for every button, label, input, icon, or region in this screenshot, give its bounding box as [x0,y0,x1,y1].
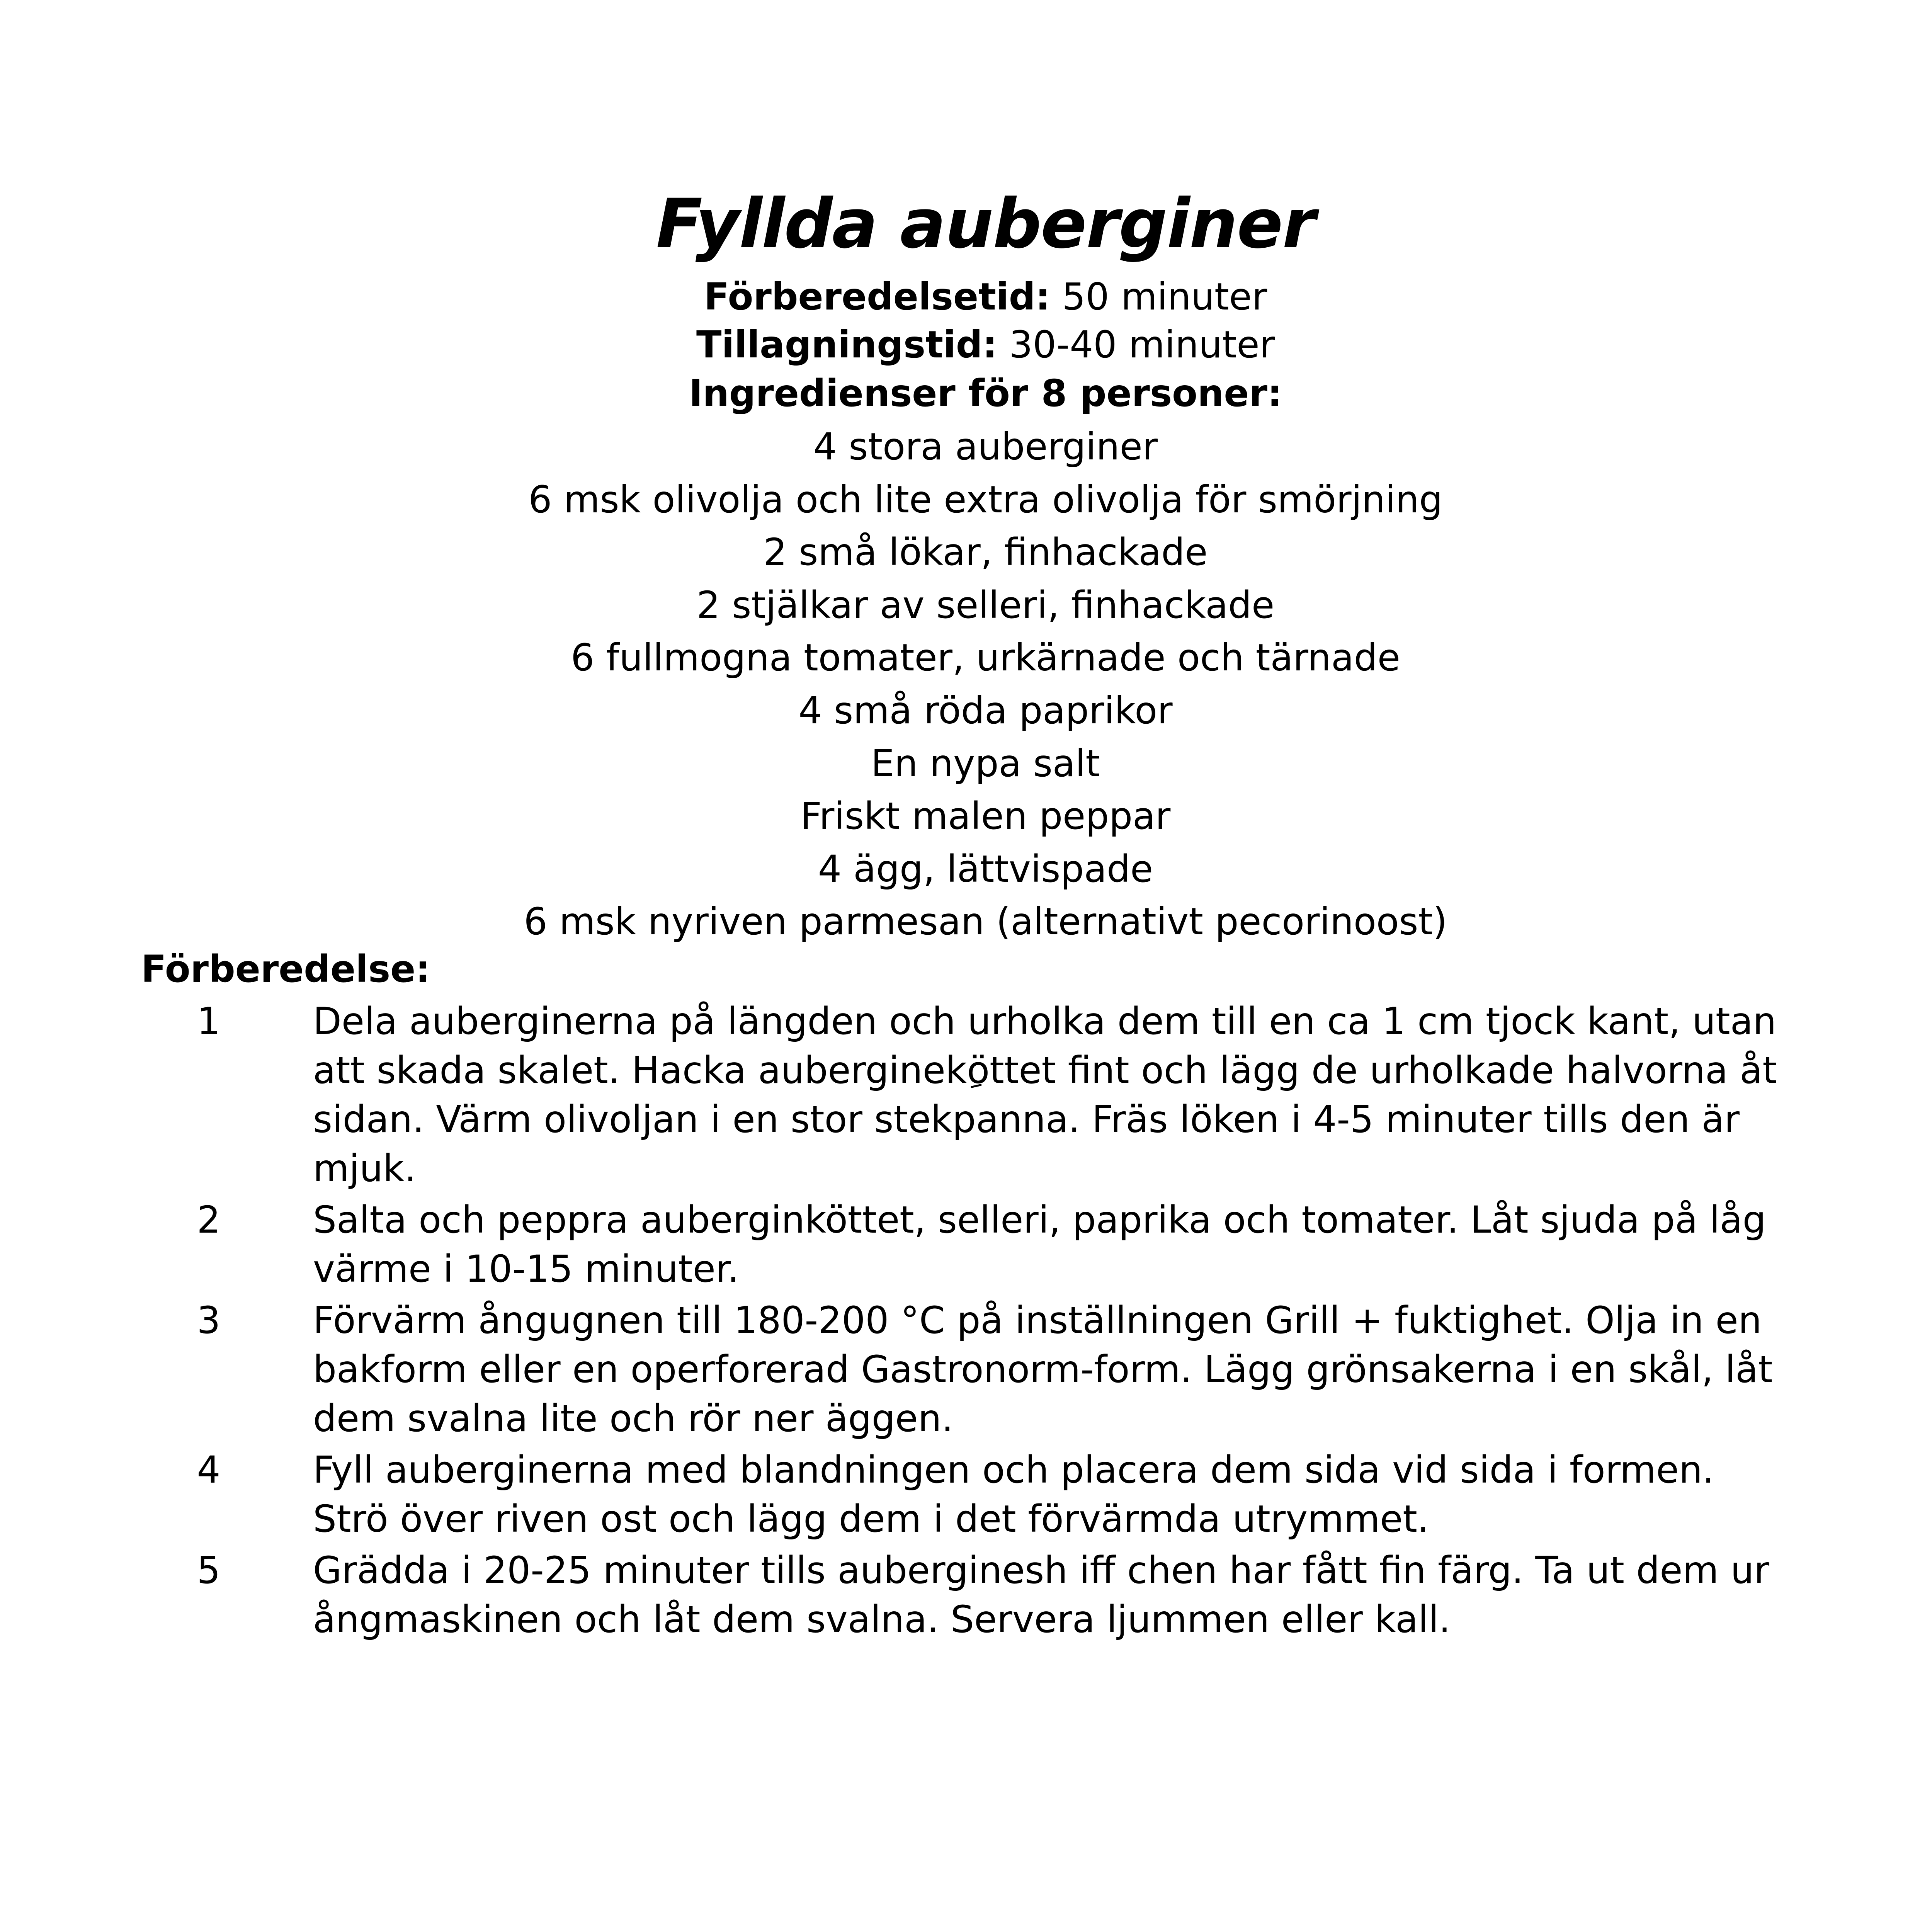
cook-time [0,318,1932,371]
ingredient-item: 6 msk olivolja och lite extra olivolja för smörjning [528,478,1443,521]
cook-time-label: Tillagningstid: [696,323,998,366]
prep-time [0,270,1932,323]
prep-time-label: Förberedelsetid: [704,275,1050,318]
prep-time-value: 50 minuter [1050,275,1267,318]
preparation-steps [0,997,1932,1646]
preparation-heading: Förberedelse: [141,947,430,991]
ingredients-list [0,420,1932,948]
ingredient-item: En nypa salt [871,742,1100,785]
step-item [0,1296,1932,1443]
step-text: Salta och peppra auberginköttet, selleri, paprika och tomater. Låt sjuda på låg värme i 10-15 minuter. [313,1198,1766,1291]
step-item [0,1546,1932,1644]
ingredient-item: 4 ägg, lättvispade [818,847,1153,891]
step-text: Dela auberginerna på längden och urholka dem till en ca 1 cm tjock kant, utan att skada skalet. Hacka auberginekِöttet fint och lägg de urholkade halvorna åt sidan. Värm olivoljan i en stor stekpanna. Fräs löken i 4-5 minuter tills den är mjuk. [313,1000,1777,1190]
ingredient-item: 4 stora auberginer [813,425,1158,468]
recipe-title: Fyllda auberginer [656,184,1315,264]
step-text: Förvärm ångugnen till 180-200 °C på inställningen Grill + fuktighet. Olja in en bakform eller en operforerad Gastronorm-form. Lägg grönsakerna i en skål, låt dem svalna lite och rör ner äggen. [313,1299,1773,1440]
ingredient-item: 2 stjälkar av selleri, finhackade [696,583,1275,627]
ingredient-item: 6 msk nyriven parmesan (alternativt pecorinoost) [524,900,1447,944]
ingredient-item: 6 fullmogna tomater, urkärnade och tärnade [571,636,1400,680]
step-number: 2 [197,1198,221,1242]
step-number: 3 [197,1299,221,1342]
step-number: 4 [197,1448,221,1492]
ingredient-item: Friskt malen peppar [800,794,1171,838]
step-text: Grädda i 20-25 minuter tills auberginesh iff chen har fått fin färg. Ta ut dem ur ångmaskinen och låt dem svalna. Servera ljummen eller kall. [313,1549,1769,1641]
step-item [0,1446,1932,1544]
step-item [0,1196,1932,1294]
ingredient-item: 2 små lökar, finhackade [763,531,1208,574]
step-text: Fyll auberginerna med blandningen och placera dem sida vid sida i formen. Strö över riven ost och lägg dem i det förvärmda utrymmet. [313,1448,1714,1541]
ingredients-heading: Ingredienser för 8 personer: [689,372,1282,415]
step-number: 1 [197,1000,221,1043]
cook-time-value: 30-40 minuter [997,323,1275,366]
ingredient-item: 4 små röda paprikor [798,689,1173,732]
step-number: 5 [197,1549,221,1592]
step-item [0,997,1932,1193]
